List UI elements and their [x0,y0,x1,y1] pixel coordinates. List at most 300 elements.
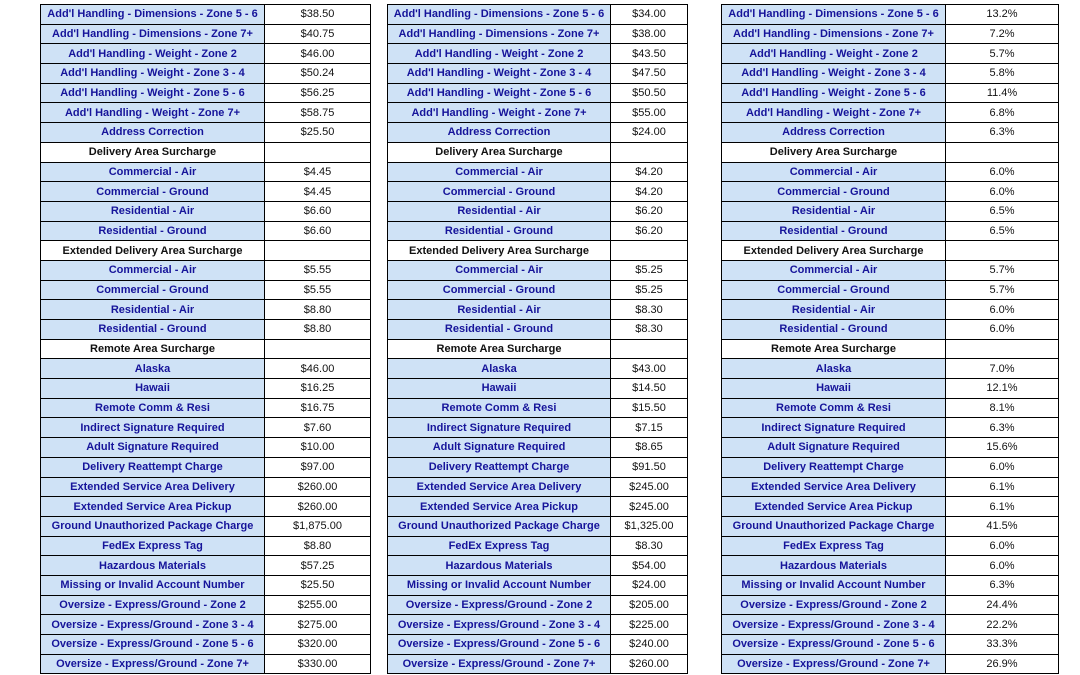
charge-label: Missing or Invalid Account Number [41,575,265,595]
table-row [41,438,371,458]
charge-amount: $25.50 [265,123,371,143]
surcharge-table-1 [40,4,371,674]
percent-change-cell: 11.4% [946,83,1059,103]
table-row [722,280,1059,300]
table-row [722,398,1059,418]
charge-amount: $40.75 [265,24,371,44]
table-row [388,201,688,221]
table-row [722,320,1059,340]
table-row [722,300,1059,320]
percent-change-cell: 6.0% [946,162,1059,182]
charge-amount: $260.00 [265,477,371,497]
charge-label: Oversize - Express/Ground - Zone 7+ [41,654,265,674]
section-header-row [388,142,688,162]
charge-amount: $8.30 [611,536,688,556]
charge-amount [611,142,688,162]
charge-amount: $205.00 [611,595,688,615]
charge-amount: $24.00 [611,575,688,595]
charge-label: Commercial - Air [722,162,946,182]
charge-label: Remote Comm & Resi [722,398,946,418]
charge-label: Residential - Air [41,300,265,320]
table-row [388,438,688,458]
charge-amount: $1,325.00 [611,516,688,536]
table-row [722,83,1059,103]
charge-label: Address Correction [41,123,265,143]
charge-label: Oversize - Express/Ground - Zone 2 [388,595,611,615]
table-row [41,516,371,536]
charge-label: Remote Comm & Resi [41,398,265,418]
charge-label: Commercial - Ground [41,182,265,202]
charge-amount: $255.00 [265,595,371,615]
table-row [722,260,1059,280]
table-row [388,83,688,103]
charge-amount: $34.00 [611,5,688,25]
charge-label: Indirect Signature Required [388,418,611,438]
table-row [41,457,371,477]
charge-amount: $47.50 [611,64,688,84]
table-row [388,260,688,280]
section-header-row [722,241,1059,261]
table-row [388,477,688,497]
table-row [388,103,688,123]
charge-amount: $46.00 [265,359,371,379]
charge-label: Add'l Handling - Dimensions - Zone 7+ [722,24,946,44]
section-header-row [722,142,1059,162]
charge-label: Add'l Handling - Weight - Zone 3 - 4 [388,64,611,84]
table-row [388,635,688,655]
charge-amount: $4.20 [611,182,688,202]
table-row [388,457,688,477]
table-row [722,575,1059,595]
charge-amount: $8.80 [265,320,371,340]
percent-change-cell: 5.7% [946,260,1059,280]
charge-amount: $8.80 [265,536,371,556]
charge-amount: $245.00 [611,477,688,497]
percent-change-cell: 7.0% [946,359,1059,379]
charge-label: Oversize - Express/Ground - Zone 5 - 6 [41,635,265,655]
charge-amount: $7.60 [265,418,371,438]
table-row [41,44,371,64]
charge-amount: $50.24 [265,64,371,84]
charge-label: Indirect Signature Required [41,418,265,438]
percent-change-cell: 15.6% [946,438,1059,458]
charge-amount: $1,875.00 [265,516,371,536]
percent-change-cell: 5.7% [946,44,1059,64]
percent-change-cell: 13.2% [946,5,1059,25]
surcharge-table-2 [387,4,688,674]
table-row [41,654,371,674]
charge-label: Commercial - Air [388,162,611,182]
charge-amount: $4.20 [611,162,688,182]
table-row [722,103,1059,123]
charge-label: Extended Service Area Delivery [722,477,946,497]
charge-amount: $8.65 [611,438,688,458]
charge-label: Commercial - Air [41,162,265,182]
percent-change-cell: 26.9% [946,654,1059,674]
charge-label: Residential - Ground [722,320,946,340]
charge-amount: $97.00 [265,457,371,477]
charge-label: Commercial - Ground [388,280,611,300]
table-row [722,379,1059,399]
section-header-label: Extended Delivery Area Surcharge [388,241,611,261]
section-header-label: Remote Area Surcharge [41,339,265,359]
charge-amount: $8.80 [265,300,371,320]
charge-label: Residential - Air [388,300,611,320]
percent-change-cell: 6.0% [946,182,1059,202]
percent-change-cell [946,241,1059,261]
table-row [722,24,1059,44]
charge-amount: $38.00 [611,24,688,44]
charge-amount: $55.00 [611,103,688,123]
section-header-label: Remote Area Surcharge [722,339,946,359]
table-row [41,635,371,655]
percent-change-cell: 5.8% [946,64,1059,84]
charge-label: Commercial - Ground [41,280,265,300]
table-row [41,477,371,497]
table-row [41,320,371,340]
charge-amount [265,241,371,261]
charge-label: Extended Service Area Delivery [388,477,611,497]
charge-amount: $5.55 [265,260,371,280]
table-row [41,83,371,103]
table-row [388,595,688,615]
section-header-row [722,339,1059,359]
charge-label: Remote Comm & Resi [388,398,611,418]
charge-amount: $8.30 [611,320,688,340]
table-row [388,221,688,241]
table-row [722,162,1059,182]
table-row [41,64,371,84]
charge-label: Address Correction [388,123,611,143]
table-row [41,300,371,320]
charge-amount: $10.00 [265,438,371,458]
table-row [722,556,1059,576]
percent-change-cell [946,142,1059,162]
percent-change-cell: 6.3% [946,575,1059,595]
charge-amount: $50.50 [611,83,688,103]
charge-amount [265,339,371,359]
charge-label: FedEx Express Tag [388,536,611,556]
charge-amount: $5.25 [611,280,688,300]
percent-change-cell: 6.8% [946,103,1059,123]
charge-amount: $6.20 [611,201,688,221]
charge-label: Hazardous Materials [41,556,265,576]
percent-change-cell: 5.7% [946,280,1059,300]
table-row [388,300,688,320]
table-row [41,615,371,635]
charge-label: Residential - Ground [41,320,265,340]
table-row [722,44,1059,64]
table-row [388,556,688,576]
charge-amount: $4.45 [265,182,371,202]
table-row [41,379,371,399]
charge-amount: $15.50 [611,398,688,418]
charge-label: Hawaii [41,379,265,399]
percent-change-cell: 6.0% [946,320,1059,340]
charge-amount: $7.15 [611,418,688,438]
charge-label: Hazardous Materials [388,556,611,576]
table-row [41,123,371,143]
table-row [41,497,371,517]
charge-amount [611,241,688,261]
percent-change-cell: 12.1% [946,379,1059,399]
charge-label: Extended Service Area Pickup [388,497,611,517]
table-row [41,556,371,576]
charge-amount: $240.00 [611,635,688,655]
table-row [41,260,371,280]
section-header-row [388,339,688,359]
charge-amount: $14.50 [611,379,688,399]
section-header-label: Delivery Area Surcharge [722,142,946,162]
charge-label: FedEx Express Tag [722,536,946,556]
table-row [41,103,371,123]
table-row [388,536,688,556]
section-header-label: Extended Delivery Area Surcharge [722,241,946,261]
table-row [388,24,688,44]
percent-change-cell: 6.0% [946,457,1059,477]
section-header-label: Remote Area Surcharge [388,339,611,359]
table-row [722,5,1059,25]
section-header-label: Delivery Area Surcharge [388,142,611,162]
charge-amount: $5.25 [611,260,688,280]
charge-label: Hazardous Materials [722,556,946,576]
percent-change-cell [946,339,1059,359]
charge-amount [265,142,371,162]
charge-label: Oversize - Express/Ground - Zone 5 - 6 [722,635,946,655]
table-row [41,595,371,615]
charge-label: Add'l Handling - Weight - Zone 5 - 6 [41,83,265,103]
table-row [722,457,1059,477]
charge-amount: $6.60 [265,201,371,221]
charge-label: Address Correction [722,123,946,143]
percent-change-cell: 8.1% [946,398,1059,418]
table-row [41,575,371,595]
charge-label: Residential - Air [41,201,265,221]
charge-label: Delivery Reattempt Charge [41,457,265,477]
percent-change-cell: 24.4% [946,595,1059,615]
charge-label: Add'l Handling - Dimensions - Zone 7+ [41,24,265,44]
charge-label: Hawaii [722,379,946,399]
charge-label: Oversize - Express/Ground - Zone 5 - 6 [388,635,611,655]
table-row [722,418,1059,438]
table-row [41,398,371,418]
table-row [388,379,688,399]
charge-amount: $24.00 [611,123,688,143]
charge-label: Adult Signature Required [388,438,611,458]
table-row [388,418,688,438]
charge-label: Extended Service Area Delivery [41,477,265,497]
charge-label: Residential - Ground [388,221,611,241]
charge-label: Add'l Handling - Weight - Zone 5 - 6 [388,83,611,103]
table-row [722,221,1059,241]
charge-amount: $57.25 [265,556,371,576]
charge-amount: $16.25 [265,379,371,399]
charge-amount [611,339,688,359]
charge-label: Residential - Air [722,300,946,320]
table-row [388,359,688,379]
charge-label: Ground Unauthorized Package Charge [41,516,265,536]
table-row [388,162,688,182]
table-row [41,182,371,202]
charge-label: Hawaii [388,379,611,399]
section-header-row [41,339,371,359]
charge-label: Alaska [722,359,946,379]
charge-amount: $38.50 [265,5,371,25]
charge-label: Missing or Invalid Account Number [388,575,611,595]
percent-change-cell: 7.2% [946,24,1059,44]
table-row [388,497,688,517]
charge-amount: $245.00 [611,497,688,517]
charge-amount: $43.00 [611,359,688,379]
charge-label: Alaska [41,359,265,379]
percent-change-cell: 6.3% [946,418,1059,438]
surcharge-change-table [721,4,1059,674]
charge-label: Add'l Handling - Weight - Zone 5 - 6 [722,83,946,103]
charge-amount: $43.50 [611,44,688,64]
table-row [388,320,688,340]
section-header-row [388,241,688,261]
charge-label: Add'l Handling - Dimensions - Zone 5 - 6 [722,5,946,25]
table-row [722,615,1059,635]
table-row [388,575,688,595]
charge-label: Ground Unauthorized Package Charge [722,516,946,536]
charge-label: Add'l Handling - Weight - Zone 3 - 4 [722,64,946,84]
charge-label: Add'l Handling - Weight - Zone 3 - 4 [41,64,265,84]
percent-change-cell: 6.5% [946,221,1059,241]
charge-label: Residential - Ground [722,221,946,241]
charge-label: Extended Service Area Pickup [41,497,265,517]
table-row [388,516,688,536]
table-row [41,418,371,438]
table-row [722,654,1059,674]
percent-change-cell: 41.5% [946,516,1059,536]
charge-label: Residential - Ground [41,221,265,241]
charge-amount: $330.00 [265,654,371,674]
charge-label: Commercial - Ground [388,182,611,202]
section-header-row [41,142,371,162]
percent-change-cell: 33.3% [946,635,1059,655]
table-row [722,595,1059,615]
charge-label: Residential - Air [722,201,946,221]
charge-label: Missing or Invalid Account Number [722,575,946,595]
charge-label: Add'l Handling - Weight - Zone 7+ [41,103,265,123]
charge-label: Commercial - Air [388,260,611,280]
table-row [41,280,371,300]
charge-label: Indirect Signature Required [722,418,946,438]
table-row [722,201,1059,221]
charge-amount: $16.75 [265,398,371,418]
charge-label: Oversize - Express/Ground - Zone 2 [41,595,265,615]
percent-change-cell: 22.2% [946,615,1059,635]
charge-label: Oversize - Express/Ground - Zone 3 - 4 [722,615,946,635]
percent-change-cell: 6.0% [946,300,1059,320]
table-row [722,516,1059,536]
table-row [388,5,688,25]
charge-label: Commercial - Air [722,260,946,280]
charge-label: Oversize - Express/Ground - Zone 7+ [388,654,611,674]
charge-label: Commercial - Ground [722,280,946,300]
percent-change-cell: 6.0% [946,536,1059,556]
charge-label: Commercial - Air [41,260,265,280]
percent-change-cell: 6.5% [946,201,1059,221]
percent-change-cell: 6.0% [946,556,1059,576]
charge-amount: $260.00 [265,497,371,517]
table-row [388,182,688,202]
charge-amount: $260.00 [611,654,688,674]
table-row [41,536,371,556]
table-row [41,5,371,25]
charge-amount: $8.30 [611,300,688,320]
table-row [722,359,1059,379]
charge-label: Delivery Reattempt Charge [388,457,611,477]
charge-label: FedEx Express Tag [41,536,265,556]
table-row [388,654,688,674]
table-row [722,182,1059,202]
charge-label: Alaska [388,359,611,379]
charge-amount: $58.75 [265,103,371,123]
charge-amount: $46.00 [265,44,371,64]
charge-label: Add'l Handling - Weight - Zone 7+ [722,103,946,123]
table-row [388,280,688,300]
charge-label: Extended Service Area Pickup [722,497,946,517]
charge-amount: $54.00 [611,556,688,576]
table-row [41,201,371,221]
table-row [722,64,1059,84]
charge-label: Residential - Air [388,201,611,221]
charge-amount: $4.45 [265,162,371,182]
charge-label: Oversize - Express/Ground - Zone 2 [722,595,946,615]
section-header-row [41,241,371,261]
charge-label: Add'l Handling - Weight - Zone 2 [722,44,946,64]
table-row [388,398,688,418]
percent-change-cell: 6.1% [946,497,1059,517]
table-row [388,615,688,635]
table-row [41,162,371,182]
table-row [41,221,371,241]
table-row [388,44,688,64]
charge-label: Add'l Handling - Weight - Zone 2 [41,44,265,64]
charge-label: Add'l Handling - Dimensions - Zone 7+ [388,24,611,44]
charge-label: Ground Unauthorized Package Charge [388,516,611,536]
charge-label: Adult Signature Required [722,438,946,458]
charge-label: Delivery Reattempt Charge [722,457,946,477]
percent-change-cell: 6.3% [946,123,1059,143]
table-row [388,64,688,84]
charge-label: Add'l Handling - Weight - Zone 7+ [388,103,611,123]
charge-amount: $5.55 [265,280,371,300]
percent-change-cell: 6.1% [946,477,1059,497]
table-row [722,497,1059,517]
charge-label: Oversize - Express/Ground - Zone 3 - 4 [388,615,611,635]
charge-label: Residential - Ground [388,320,611,340]
table-row [41,359,371,379]
charge-amount: $6.20 [611,221,688,241]
section-header-label: Extended Delivery Area Surcharge [41,241,265,261]
table-row [722,438,1059,458]
table-row [722,123,1059,143]
table-row [722,477,1059,497]
charge-amount: $225.00 [611,615,688,635]
table-row [41,24,371,44]
charge-label: Add'l Handling - Dimensions - Zone 5 - 6 [388,5,611,25]
charge-label: Add'l Handling - Weight - Zone 2 [388,44,611,64]
charge-amount: $275.00 [265,615,371,635]
charge-amount: $6.60 [265,221,371,241]
charge-label: Add'l Handling - Dimensions - Zone 5 - 6 [41,5,265,25]
section-header-label: Delivery Area Surcharge [41,142,265,162]
charge-label: Commercial - Ground [722,182,946,202]
table-row [722,536,1059,556]
